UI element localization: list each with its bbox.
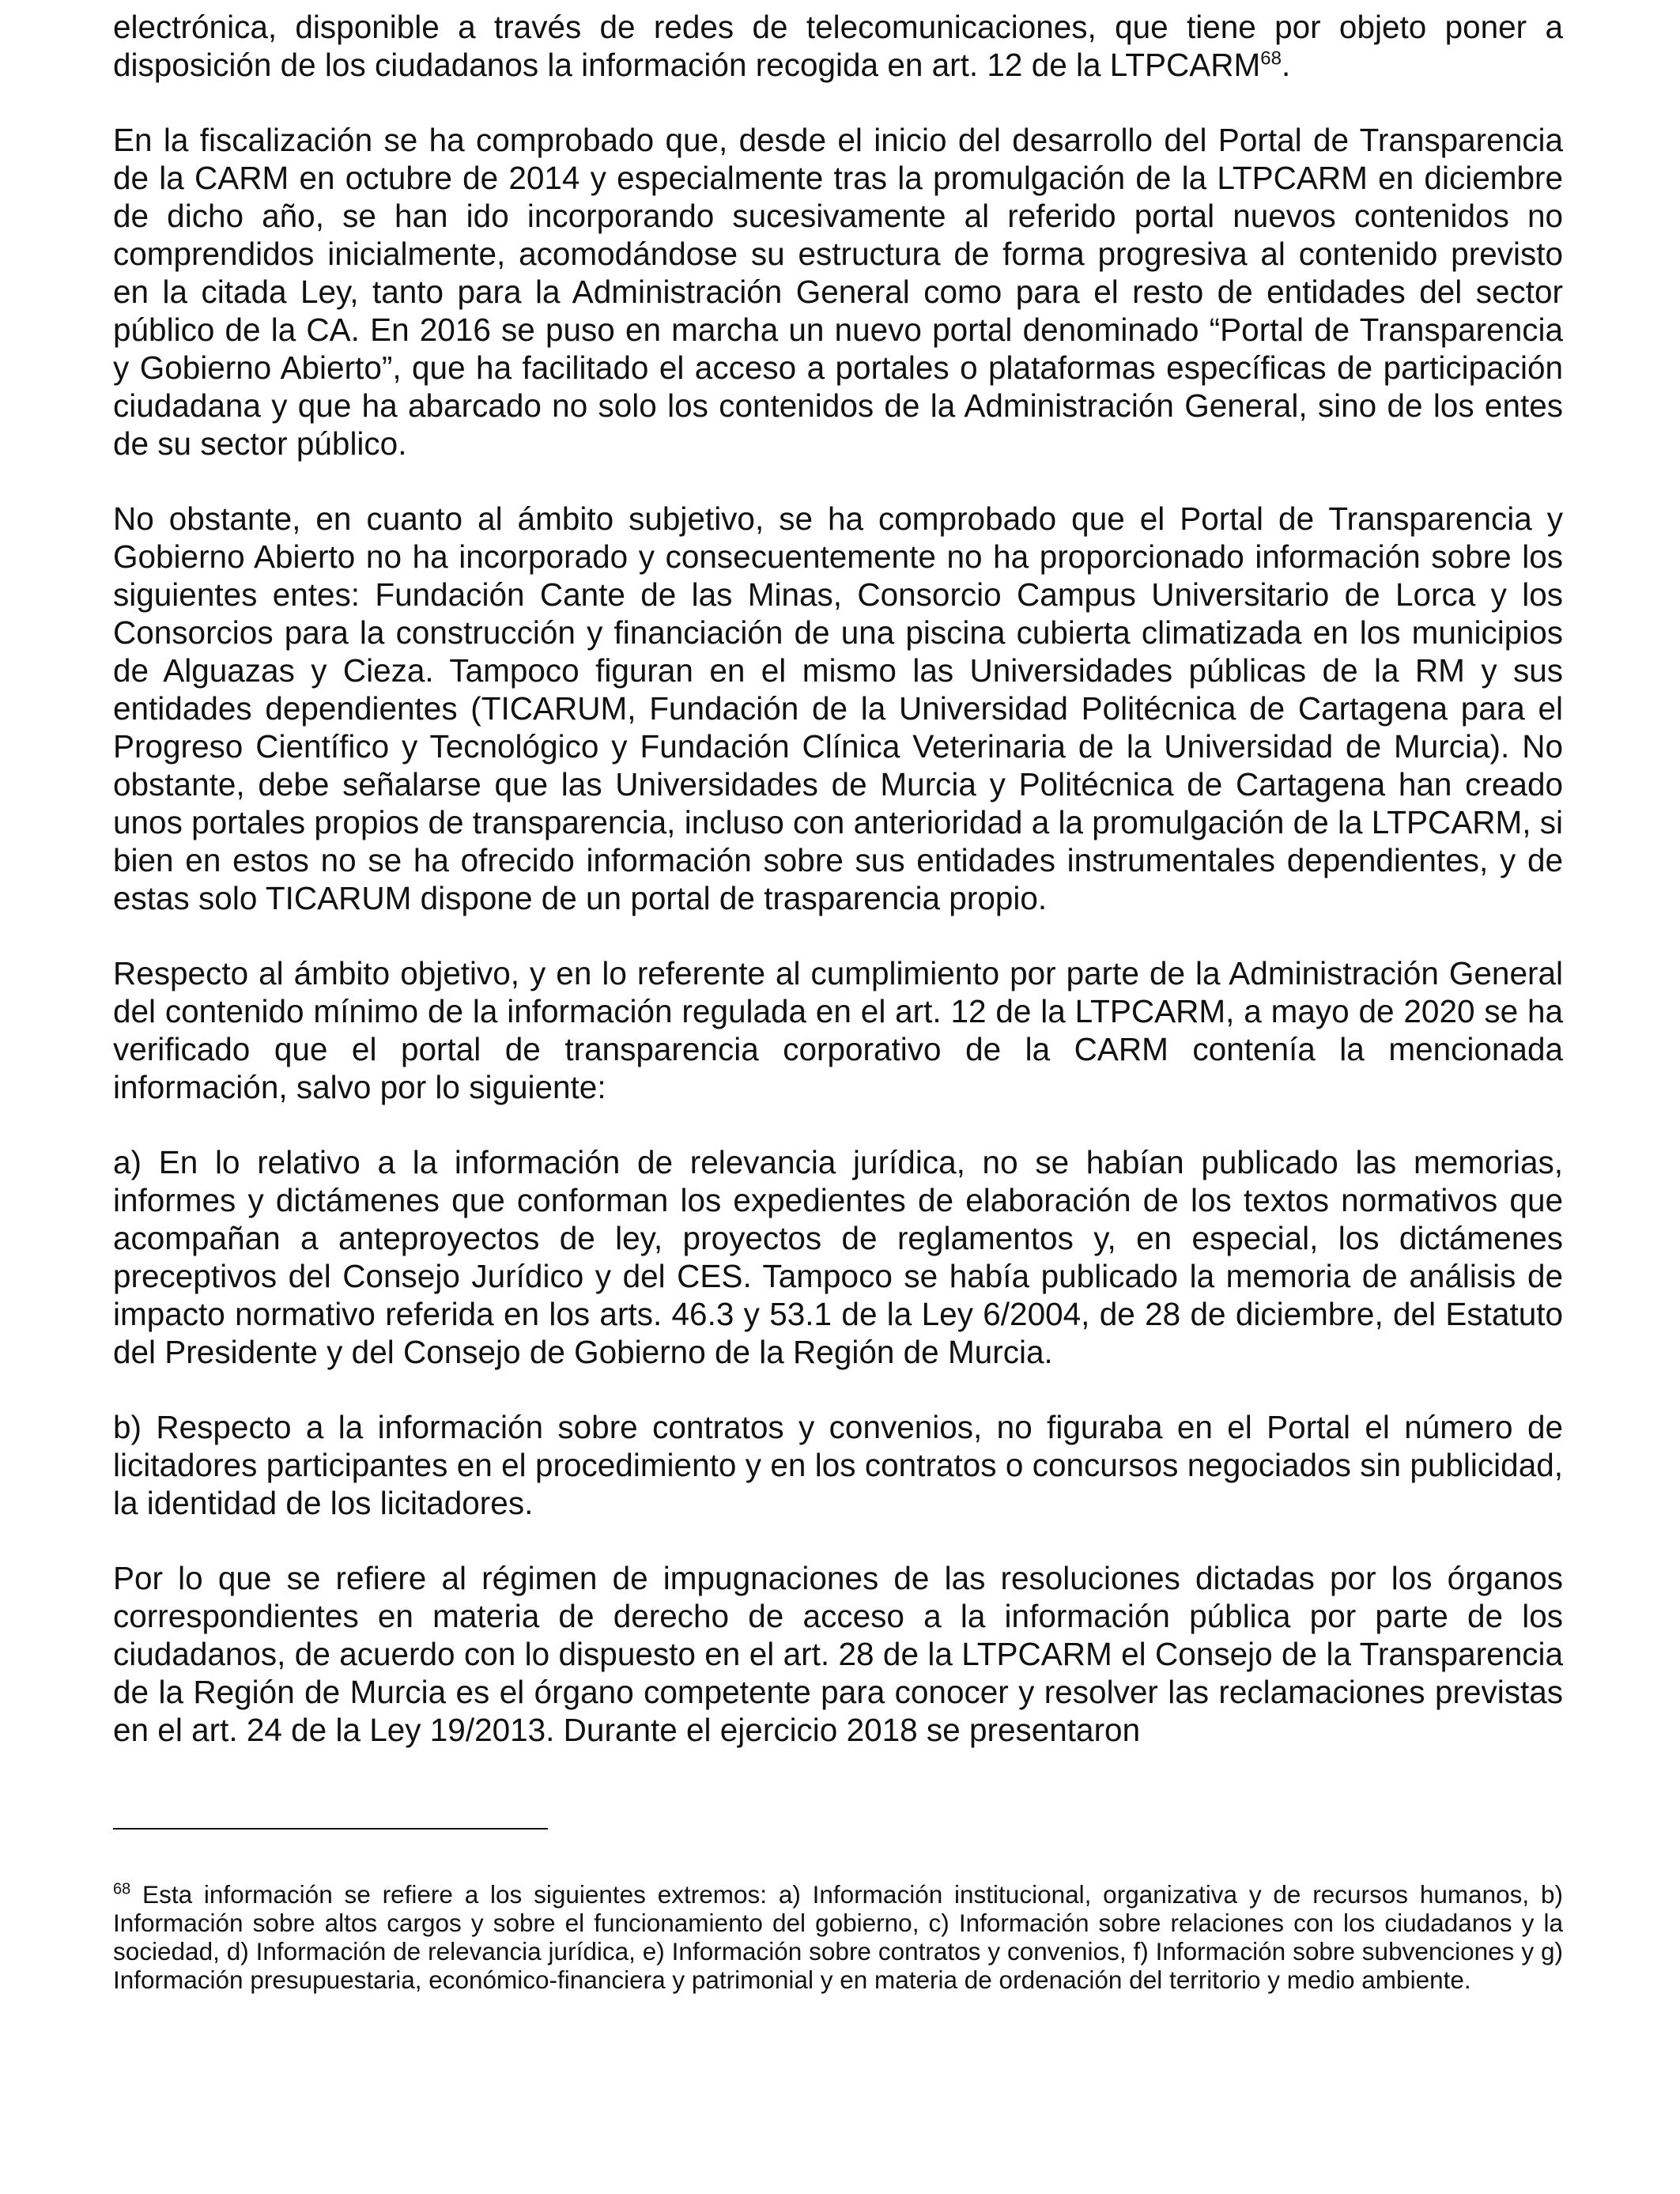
paragraph-1-text: electrónica, disponible a través de redes de telecomunicaciones, que tiene por objeto poner a disposición de los ciudadanos la información recogida en art. 12 de la LTPCARM <box>113 9 1563 83</box>
footnote-number: 68 <box>113 1880 131 1898</box>
footnote-text: Esta información se refiere a los siguientes extremos: a) Información institucional, organizativa y de recursos humanos, b) Información sobre altos cargos y sobre el funcionamiento del gobierno, c) Información sobre relaciones con los ciudadanos y la sociedad, d) Información de relevancia jurídica, e) Información sobre contratos y convenios, f) Información sobre subvenciones y g) Información presupuestaria, económico-financiera y patrimonial y en materia de ordenación del territorio y medio ambiente. <box>113 1880 1563 1994</box>
paragraph-5: a) En lo relativo a la información de relevancia jurídica, no se habían publicado las memorias, informes y dictámenes que conforman los expedientes de elaboración de los textos normativos que acompañan a anteproyectos de ley, proyectos de reglamentos y, en especial, los dictámenes preceptivos del Consejo Jurídico y del CES. Tampoco se había publicado la memoria de análisis de impacto normativo referida en los arts. 46.3 y 53.1 de la Ley 6/2004, de 28 de diciembre, del Estatuto del Presidente y del Consejo de Gobierno de la Región de Murcia. <box>113 1144 1563 1370</box>
document-body <box>113 8 1563 1749</box>
paragraph-3: No obstante, en cuanto al ámbito subjetivo, se ha comprobado que el Portal de Transparencia y Gobierno Abierto no ha incorporado y consecuentemente no ha proporcionado información sobre los siguientes entes: Fundación Cante de las Minas, Consorcio Campus Universitario de Lorca y los Consorcios para la construcción y financiación de una piscina cubierta climatizada en los municipios de Alguazas y Cieza. Tampoco figuran en el mismo las Universidades públicas de la RM y sus entidades dependientes (TICARUM, Fundación de la Universidad Politécnica de Cartagena para el Progreso Científico y Tecnológico y Fundación Clínica Veterinaria de la Universidad de Murcia). No obstante, debe señalarse que las Universidades de Murcia y Politécnica de Cartagena han creado unos portales propios de transparencia, incluso con anterioridad a la promulgación de la LTPCARM, si bien en estos no se ha ofrecido información sobre sus entidades instrumentales dependientes, y de estas solo TICARUM dispone de un portal de trasparencia propio. <box>113 500 1563 916</box>
paragraph-6: b) Respecto a la información sobre contratos y convenios, no figuraba en el Portal el número de licitadores participantes en el procedimiento y en los contratos o concursos negociados sin publicidad, la identidad de los licitadores. <box>113 1409 1563 1521</box>
paragraph-1 <box>113 8 1563 84</box>
paragraph-4: Respecto al ámbito objetivo, y en lo referente al cumplimiento por parte de la Administración General del contenido mínimo de la información regulada en el art. 12 de la LTPCARM, a mayo de 2020 se ha verificado que el portal de transparencia corporativo de la CARM contenía la mencionada información, salvo por lo siguiente: <box>113 955 1563 1105</box>
footnote-reference: 68 <box>1260 47 1282 70</box>
paragraph-2: En la fiscalización se ha comprobado que, desde el inicio del desarrollo del Portal de Transparencia de la CARM en octubre de 2014 y especialmente tras la promulgación de la LTPCARM en diciembre de dicho año, se han ido incorporando sucesivamente al referido portal nuevos contenidos no comprendidos inicialmente, acomodándose su estructura de forma progresiva al contenido previsto en la citada Ley, tanto para la Administración General como para el resto de entidades del sector público de la CA. En 2016 se puso en marcha un nuevo portal denominado “Portal de Transparencia y Gobierno Abierto”, que ha facilitado el acceso a portales o plataformas específicas de participación ciudadana y que ha abarcado no solo los contenidos de la Administración General, sino de los entes de su sector público. <box>113 122 1563 462</box>
paragraph-7: Por lo que se refiere al régimen de impugnaciones de las resoluciones dictadas por los órganos correspondientes en materia de derecho de acceso a la información pública por parte de los ciudadanos, de acuerdo con lo dispuesto en el art. 28 de la LTPCARM el Consejo de la Transparencia de la Región de Murcia es el órgano competente para conocer y resolver las reclamaciones previstas en el art. 24 de la Ley 19/2013. Durante el ejercicio 2018 se presentaron <box>113 1560 1563 1748</box>
footnote-separator <box>113 1828 548 1830</box>
footnote <box>113 1880 1563 1994</box>
paragraph-1-end: . <box>1282 47 1291 83</box>
